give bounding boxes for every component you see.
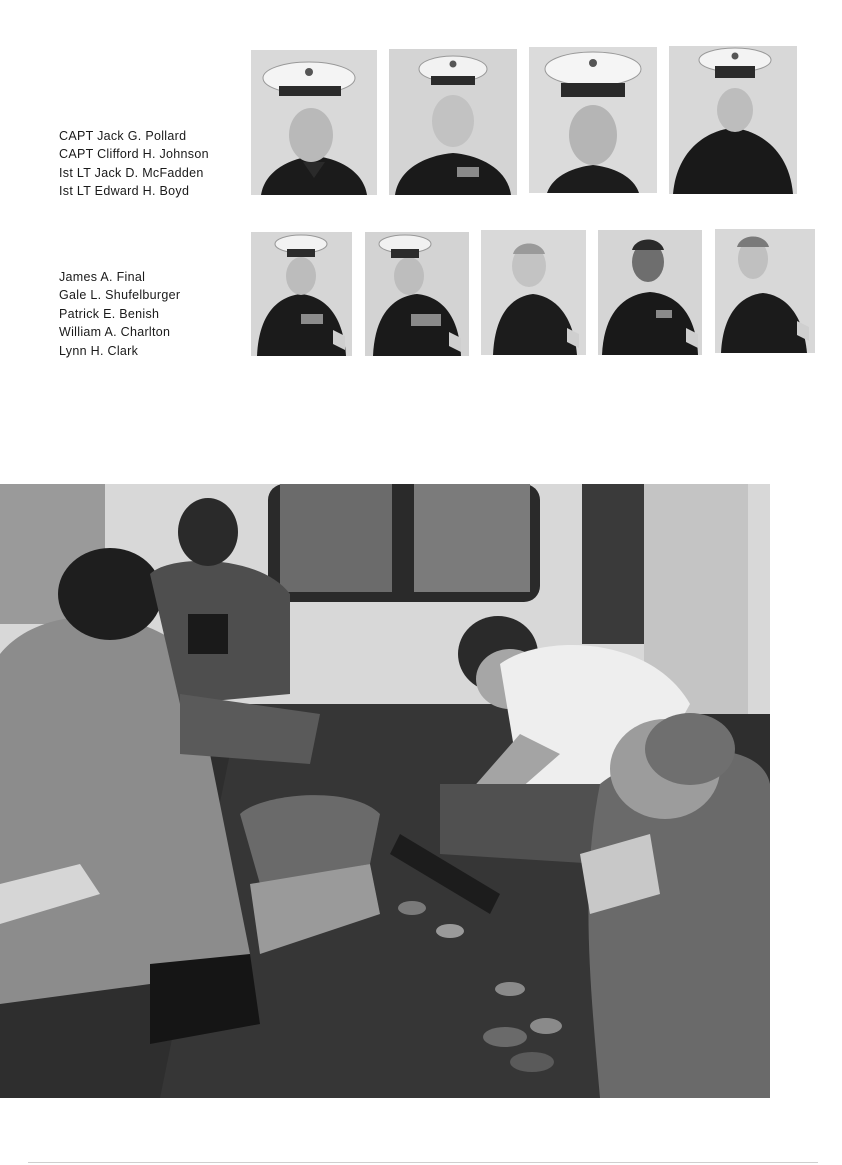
enlisted-name: James A. Final <box>59 270 146 284</box>
enlisted-name: William A. Charlton <box>59 325 171 340</box>
enlisted-name: Lynn H. Clark <box>59 343 139 358</box>
enlisted-portrait <box>251 232 352 356</box>
officer-portrait <box>251 50 377 195</box>
candid-photo-shoe-shine <box>0 484 770 1098</box>
enlisted-portrait <box>715 229 815 353</box>
enlisted-name: Patrick E. Benish <box>59 306 160 321</box>
officer-portrait <box>669 46 797 194</box>
officer-name: CAPT Jack G. Pollard <box>59 129 187 143</box>
enlisted-portrait <box>598 230 702 355</box>
officer-name: Ist LT Edward H. Boyd <box>59 184 190 199</box>
officer-portrait <box>389 49 517 195</box>
enlisted-portrait <box>481 230 586 355</box>
officer-portrait <box>529 47 657 193</box>
page-bottom-rule <box>28 1162 818 1163</box>
officer-name: Ist LT Jack D. McFadden <box>59 165 204 180</box>
enlisted-name-list <box>59 268 180 360</box>
officers-name-list <box>59 127 209 201</box>
enlisted-portrait <box>365 232 469 356</box>
enlisted-name: Gale L. Shufelburger <box>59 288 181 303</box>
officer-name: CAPT Clifford H. Johnson <box>59 147 209 162</box>
